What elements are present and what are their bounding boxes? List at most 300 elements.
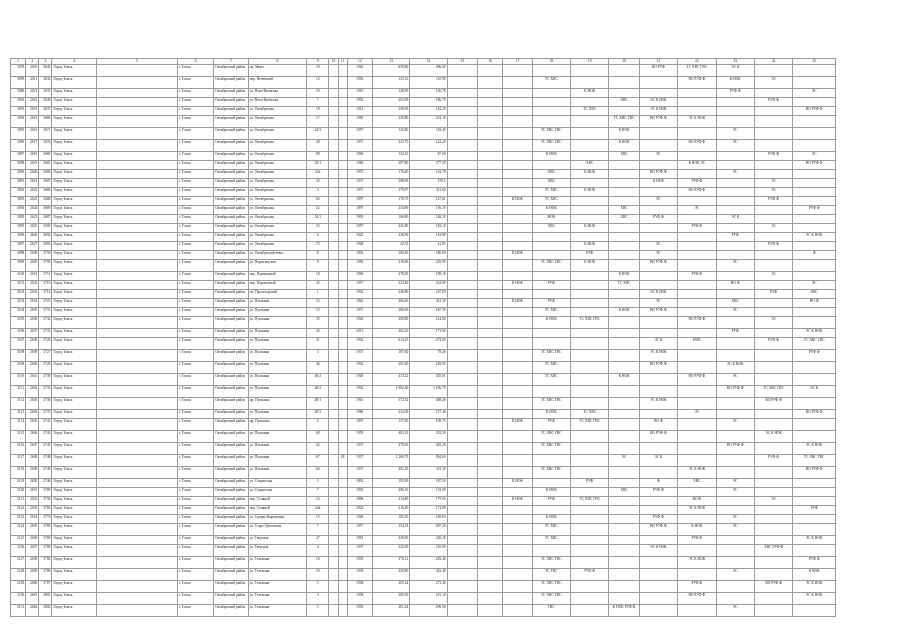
col-25 (793, 188, 836, 197)
col-10 (329, 215, 338, 224)
build-year: 1939 (347, 569, 372, 581)
col-10 (329, 497, 338, 506)
total-area: 1 902,60 (372, 386, 409, 398)
blank-col-5 (96, 89, 177, 98)
total-area: 148,90 (372, 89, 409, 98)
col-25 (793, 242, 836, 251)
col-10 (329, 479, 338, 488)
col-19 (571, 443, 609, 455)
col-20 (609, 557, 639, 569)
blank-col-5 (96, 410, 177, 419)
settlement-name: Город Томск (52, 338, 96, 350)
row-number: 3092 (11, 188, 26, 197)
code-b: 3716 (39, 281, 52, 290)
row-number: 3107 (11, 338, 26, 350)
city-name: г. Томск (177, 170, 213, 179)
code-a: 2658 (26, 557, 39, 569)
col-17 (503, 116, 532, 128)
blank-col-16 (478, 431, 503, 443)
col-18: ТС ХВС (532, 188, 570, 197)
column-number-2: 2 (26, 59, 39, 65)
row-number: 3099 (11, 77, 26, 89)
col-24 (754, 506, 792, 515)
table-row (11, 107, 836, 116)
col-11 (338, 242, 347, 251)
blank-col-15 (447, 329, 477, 338)
col-24 (754, 281, 792, 290)
column-number-24: 24 (754, 59, 792, 65)
col-17 (503, 581, 532, 593)
col-11 (338, 545, 347, 557)
col-10 (329, 98, 338, 107)
col-25: ХВС (793, 290, 836, 299)
code-b: 3671 (39, 128, 52, 140)
column-number-21: 21 (639, 59, 677, 65)
city-name: г. Томск (177, 506, 213, 515)
blank-col-15 (447, 605, 477, 617)
col-10 (329, 455, 338, 467)
settlement-name: Город Томск (52, 398, 96, 410)
col-19 (571, 308, 609, 317)
code-b: 3748 (39, 455, 52, 467)
col-19 (571, 455, 609, 467)
col-11 (338, 338, 347, 350)
col-10 (329, 362, 338, 374)
house-number: 24а (307, 506, 329, 515)
col-17 (503, 272, 532, 281)
column-number-12: 12 (347, 59, 372, 65)
col-25 (793, 524, 836, 536)
col-11 (338, 116, 347, 128)
total-area: 208,00 (372, 308, 409, 317)
street-name: ул. Октябрьская (248, 179, 307, 188)
code-b: 3732 (39, 317, 52, 329)
col-11 (338, 386, 347, 398)
code-b: 3784 (39, 557, 52, 569)
col-20 (609, 197, 639, 206)
total-area: 387,80 (372, 161, 409, 170)
col-19 (571, 557, 609, 569)
street-name: пер. Соляной (248, 497, 307, 506)
row-number: 3095 (11, 224, 26, 233)
table-row (11, 593, 836, 605)
col-20 (609, 251, 639, 260)
blank-col-5 (96, 161, 177, 170)
blank-col-5 (96, 308, 177, 317)
column-number-16: 16 (478, 59, 503, 65)
col-11 (338, 89, 347, 98)
blank-col-16 (478, 557, 503, 569)
col-22: ЭС (678, 206, 716, 215)
settlement-name: Город Томск (52, 431, 96, 443)
col-22 (678, 488, 716, 497)
col-19 (571, 290, 609, 299)
col-23: ЭС (716, 170, 754, 179)
col-17 (503, 506, 532, 515)
col-23: ЭС (716, 515, 754, 524)
col-20 (609, 65, 639, 77)
col-17 (503, 362, 532, 374)
col-17 (503, 224, 532, 233)
col-24: ЭС (754, 179, 792, 188)
street-name: ул. Пушкина (248, 455, 307, 467)
city-name: г. Томск (177, 419, 213, 431)
col-18 (532, 251, 570, 260)
living-area: 149,90 (410, 362, 447, 374)
col-17 (503, 65, 532, 77)
col-24: РУФ Ф (754, 98, 792, 107)
code-b: 3770 (39, 515, 52, 524)
street-name: ул. Ново-Киевская (248, 89, 307, 98)
table-row (11, 557, 836, 569)
code-a: 2656 (26, 536, 39, 545)
code-a: 2639 (26, 350, 39, 362)
col-19 (571, 329, 609, 338)
column-number-9: 9 (307, 59, 329, 65)
col-10 (329, 593, 338, 605)
table-row (11, 455, 836, 467)
col-19: ХВС (571, 161, 609, 170)
code-a: 2612 (26, 89, 39, 98)
house-number: 14 (307, 497, 329, 506)
col-25 (793, 479, 836, 488)
code-a: 2626 (26, 233, 39, 242)
col-24: ЭС (754, 77, 792, 89)
blank-col-16 (478, 536, 503, 545)
blank-col-5 (96, 581, 177, 593)
col-19: ТС ХВС ГВС (571, 419, 609, 431)
settlement-name: Город Томск (52, 140, 96, 152)
blank-col-16 (478, 161, 503, 170)
col-23 (716, 107, 754, 116)
total-area: 256,90 (372, 107, 409, 116)
blank-col-15 (447, 224, 477, 233)
col-23 (716, 251, 754, 260)
col-23: ЭС К (716, 215, 754, 224)
col-10 (329, 350, 338, 362)
blank-col-15 (447, 569, 477, 581)
col-19: РУФ (571, 251, 609, 260)
table-row (11, 431, 836, 443)
col-18: ТС ХВС (532, 362, 570, 374)
street-name: ул. Тельмана (248, 557, 307, 569)
col-21 (639, 233, 677, 242)
code-b: 3731 (39, 308, 52, 317)
col-18 (532, 107, 570, 116)
house-number: 7 (307, 524, 329, 536)
table-row (11, 170, 836, 179)
col-18 (532, 338, 570, 350)
total-area: 42,55 (372, 242, 409, 251)
total-area: 1 268,70 (372, 455, 409, 467)
blank-col-5 (96, 569, 177, 581)
row-number: 3091 (11, 179, 26, 188)
house-number: 54/1 (307, 215, 329, 224)
col-25 (793, 272, 836, 281)
col-21: ВО РУФ Ф (639, 308, 677, 317)
code-b: 3714 (39, 290, 52, 299)
col-24: ЭС (754, 188, 792, 197)
col-21 (639, 497, 677, 506)
col-19 (571, 179, 609, 188)
living-area: 159,5 (410, 179, 447, 188)
col-19 (571, 98, 609, 107)
code-b: 3787 (39, 581, 52, 593)
living-area: 146,10 (410, 215, 447, 224)
col-24 (754, 467, 792, 479)
build-year: 1896 (347, 497, 372, 506)
col-25 (793, 605, 836, 617)
table-row (11, 605, 836, 617)
total-area: 278,30 (372, 272, 409, 281)
code-a: 2643 (26, 398, 39, 410)
col-10 (329, 581, 338, 593)
col-23: ЭС (716, 140, 754, 152)
city-name: г. Томск (177, 128, 213, 140)
blank-col-15 (447, 107, 477, 116)
col-18 (532, 116, 570, 128)
col-22 (678, 362, 716, 374)
table-row (11, 443, 836, 455)
col-23 (716, 290, 754, 299)
code-b: 3729 (39, 362, 52, 374)
col-20 (609, 89, 639, 98)
row-number: 3101 (11, 281, 26, 290)
blank-col-16 (478, 362, 503, 374)
blank-col-5 (96, 77, 177, 89)
col-21: ВО Ф (639, 419, 677, 431)
settlement-name: Город Томск (52, 467, 96, 479)
settlement-name: Город Томск (52, 386, 96, 398)
col-22: НОК (678, 338, 716, 350)
col-24: ВО РУФ Ф (754, 398, 792, 410)
blank-col-16 (478, 467, 503, 479)
code-b: 3786 (39, 569, 52, 581)
row-number: 3104 (11, 308, 26, 317)
col-10 (329, 515, 338, 524)
col-11 (338, 506, 347, 515)
street-name: ул. Тверская (248, 536, 307, 545)
settlement-name: Город Томск (52, 170, 96, 179)
col-17 (503, 386, 532, 398)
col-24 (754, 89, 792, 98)
row-number: 3111 (11, 386, 26, 398)
total-area: 170,70 (372, 197, 409, 206)
settlement-name: Город Томск (52, 350, 96, 362)
code-b: 3780 (39, 545, 52, 557)
col-25: ВО РУФ Ф (793, 161, 836, 170)
blank-col-16 (478, 215, 503, 224)
street-name: ул. Ново-Киевская (248, 98, 307, 107)
col-22 (678, 89, 716, 98)
col-22: ВО РУФ Ф (678, 593, 716, 605)
table-row (11, 140, 836, 152)
col-24 (754, 593, 792, 605)
column-number-10: 10 (329, 59, 338, 65)
row-number: 3120 (11, 488, 26, 497)
code-a: 2640 (26, 362, 39, 374)
col-23 (716, 557, 754, 569)
total-area: 454,54 (372, 524, 409, 536)
col-23 (716, 161, 754, 170)
col-10 (329, 107, 338, 116)
settlement-name: Город Томск (52, 299, 96, 308)
col-21 (639, 593, 677, 605)
code-a: 2622 (26, 188, 39, 197)
blank-col-15 (447, 116, 477, 128)
col-10 (329, 281, 338, 290)
code-b: 3681 (39, 161, 52, 170)
total-area: 316,96 (372, 260, 409, 272)
living-area: 311,60 (410, 188, 447, 197)
city-name: г. Томск (177, 536, 213, 545)
col-22: РУФ Ф (678, 581, 716, 593)
col-17 (503, 338, 532, 350)
col-23 (716, 467, 754, 479)
district-name: Октябрьский район (214, 128, 248, 140)
col-23: ЭС (716, 374, 754, 386)
col-19 (571, 338, 609, 350)
row-number: 3093 (11, 197, 26, 206)
col-25: К НОК (793, 569, 836, 581)
col-21: ВО РУФ Ф (639, 362, 677, 374)
build-year: 1940 (347, 116, 372, 128)
city-name: г. Томск (177, 386, 213, 398)
code-b: 3635 (39, 89, 52, 98)
blank-col-5 (96, 197, 177, 206)
col-21 (639, 605, 677, 617)
col-11 (338, 290, 347, 299)
col-23 (716, 593, 754, 605)
col-22: ЭС (678, 410, 716, 419)
col-18 (532, 272, 570, 281)
living-area: 229,40 (410, 557, 447, 569)
col-11 (338, 215, 347, 224)
blank-col-15 (447, 545, 477, 557)
living-area: 215,10 (410, 593, 447, 605)
city-name: г. Томск (177, 398, 213, 410)
col-22 (678, 290, 716, 299)
blank-col-16 (478, 206, 503, 215)
blank-col-16 (478, 152, 503, 161)
code-b: 3741 (39, 419, 52, 431)
col-25 (793, 545, 836, 557)
col-19: ТС ХВС (571, 107, 609, 116)
street-name: ул. Тверская (248, 545, 307, 557)
table-row (11, 98, 836, 107)
blank-col-15 (447, 128, 477, 140)
column-number-15: 15 (447, 59, 477, 65)
col-25 (793, 431, 836, 443)
living-area: 104,70 (410, 170, 447, 179)
living-area: 153,90 (410, 488, 447, 497)
blank-col-5 (96, 524, 177, 536)
col-11 (338, 569, 347, 581)
row-number: 3115 (11, 431, 26, 443)
col-17: К НОК (503, 497, 532, 506)
col-23: ЭС (716, 419, 754, 431)
city-name: г. Томск (177, 374, 213, 386)
house-number: 48/1 (307, 398, 329, 410)
street-name: ул. Октябрьская (248, 116, 307, 128)
house-number: 12 (307, 77, 329, 89)
blank-col-15 (447, 242, 477, 251)
col-23 (716, 431, 754, 443)
row-number: 3080 (11, 89, 26, 98)
city-name: г. Томск (177, 362, 213, 374)
living-area: 496,60 (410, 65, 447, 77)
table-row (11, 161, 836, 170)
district-name: Октябрьский район (214, 467, 248, 479)
col-19 (571, 467, 609, 479)
city-name: г. Томск (177, 299, 213, 308)
house-number: 4 (307, 188, 329, 197)
col-20 (609, 524, 639, 536)
blank-col-5 (96, 290, 177, 299)
street-name: ул. Пушкина (248, 362, 307, 374)
code-b: 3802 (39, 605, 52, 617)
blank-col-16 (478, 410, 503, 419)
col-21: ЭС (639, 242, 677, 251)
build-year: 1957 (347, 281, 372, 290)
col-22: ТС ХВС ГВС (678, 65, 716, 77)
col-18 (532, 455, 570, 467)
house-number: 18 (307, 272, 329, 281)
district-name: Октябрьский район (214, 317, 248, 329)
row-number: 3108 (11, 350, 26, 362)
settlement-name: Город Томск (52, 419, 96, 431)
blank-col-16 (478, 398, 503, 410)
col-19 (571, 233, 609, 242)
col-11 (338, 479, 347, 488)
blank-col-5 (96, 443, 177, 455)
col-18 (532, 98, 570, 107)
col-18: РУФ (532, 281, 570, 290)
code-a: 2620 (26, 170, 39, 179)
col-10 (329, 206, 338, 215)
code-b: 3750 (39, 260, 52, 272)
col-21 (639, 77, 677, 89)
col-21 (639, 329, 677, 338)
blank-col-15 (447, 89, 477, 98)
settlement-name: Город Томск (52, 233, 96, 242)
col-24 (754, 488, 792, 497)
col-18: ТС ХВС ГВС (532, 260, 570, 272)
col-22 (678, 242, 716, 251)
total-area: 234,90 (372, 206, 409, 215)
col-20 (609, 299, 639, 308)
settlement-name: Город Томск (52, 242, 96, 251)
total-area: 202,00 (372, 98, 409, 107)
district-name: Октябрьский район (214, 569, 248, 581)
blank-col-16 (478, 479, 503, 488)
code-a: 2638 (26, 338, 39, 350)
col-17: К НОК (503, 479, 532, 488)
district-name: Октябрьский район (214, 545, 248, 557)
col-23 (716, 152, 754, 161)
settlement-name: Город Томск (52, 308, 96, 317)
col-20 (609, 260, 639, 272)
col-24 (754, 206, 792, 215)
col-24 (754, 215, 792, 224)
blank-col-5 (96, 515, 177, 524)
blank-col-15 (447, 140, 477, 152)
house-number: 17 (307, 116, 329, 128)
col-24: РУФ Ф (754, 197, 792, 206)
code-a: 2633 (26, 290, 39, 299)
build-year: 1961 (347, 398, 372, 410)
row-number: 3109 (11, 362, 26, 374)
